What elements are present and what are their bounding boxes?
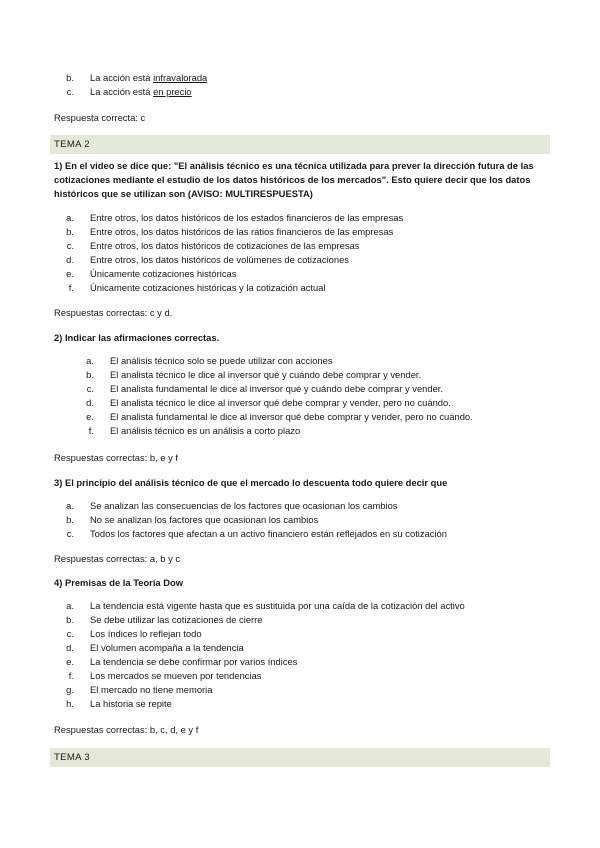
tema2-header: TEMA 2: [50, 135, 550, 154]
list-item: b. El analista técnico le dice al inversor qué y cuándo debe comprar y vender.: [86, 369, 422, 380]
question-3-answer: Respuestas correctas: a, b y c: [54, 553, 181, 564]
list-item: d. El analista técnico le dice al inversor qué debe comprar y vender, pero no cuándo.: [86, 397, 451, 408]
list-item: b. La acción está infravalorada: [66, 72, 208, 83]
tema3-header: TEMA 3: [50, 748, 550, 767]
list-item: a. Se analizan las consecuencias de los factores que ocasionan los cambios: [66, 500, 398, 511]
list-item: d. Entre otros, los datos históricos de volúmenes de cotizaciones: [66, 254, 349, 265]
list-item: b. Entre otros, los datos históricos de las ratios financieros de las empresas: [66, 226, 394, 237]
question-2: 2) Indicar las afirmaciones correctas.: [54, 332, 220, 343]
question-1: 1) En el video se dice que: "El análisis técnico es una técnica utilizada para prever la dirección futura de las cotizaciones mediante el estudio de los datos históricos de los mercados". Esto quiere decir que los datos históricos que se utilizan son (AVISO: MULTIRESPUESTA): [54, 160, 534, 199]
list-item: h. La historia se repite: [66, 698, 172, 709]
list-item: d. El volumen acompaña a la tendencia: [66, 642, 244, 653]
question-1-options: [66, 211, 404, 295]
list-item: e. El analista fundamental le dice al inversor qué debe comprar y vender, pero no cuándo.: [86, 411, 473, 422]
list-item: a. Entre otros, los datos históricos de los estados financieros de las empresas: [66, 212, 404, 223]
list-item: f. Únicamente cotizaciones históricas y la cotización actual: [68, 282, 326, 293]
list-item: a. La tendencia está vigente hasta que es sustituida por una caída de la cotización del activo: [66, 600, 465, 611]
question-2-options: [86, 354, 473, 438]
top-options-list: [66, 71, 208, 99]
list-item: e. Únicamente cotizaciones históricas: [66, 268, 237, 279]
question-3: 3) El principio del análisis técnico de que el mercado lo descuenta todo quiere decir que: [54, 477, 448, 488]
list-item: g. El mercado no tiene memoria: [66, 684, 213, 695]
list-item: c. Los índices lo reflejan todo: [66, 628, 202, 639]
list-item: b. No se analizan los factores que ocasionan los cambios: [66, 514, 319, 525]
question-2-answer: Respuestas correctas: b, e y f: [54, 452, 179, 463]
question-3-options: [66, 499, 447, 541]
list-item: f. Los mercados se mueven por tendencias: [68, 670, 262, 681]
list-item: a. El análisis técnico solo se puede utilizar con acciones: [86, 355, 333, 366]
question-4: 4) Premisas de la Teoría Dow: [54, 577, 184, 588]
list-item: e. La tendencia se debe confirmar por varios índices: [66, 656, 298, 667]
question-1-answer: Respuestas correctas: c y d.: [54, 307, 173, 318]
question-4-options: [66, 599, 465, 711]
list-item: c. El analista fundamental le dice al inversor qué y cuándo debe comprar y vender.: [86, 383, 444, 394]
list-item: c. Entre otros, los datos históricos de cotizaciones de las empresas: [66, 240, 360, 251]
list-item: c. Todos los factores que afectan a un activo financiero están reflejados en su cotización: [66, 528, 447, 539]
list-item: c. La acción está en precio: [66, 86, 192, 97]
question-4-answer: Respuestas correctas: b, c, d, e y f: [54, 724, 199, 735]
top-answer: Respuesta correcta: c: [54, 112, 146, 123]
list-item: f. El análisis técnico es un análisis a corto plazo: [88, 425, 301, 436]
list-item: b. Se debe utilizar las cotizaciones de cierre: [66, 614, 263, 625]
